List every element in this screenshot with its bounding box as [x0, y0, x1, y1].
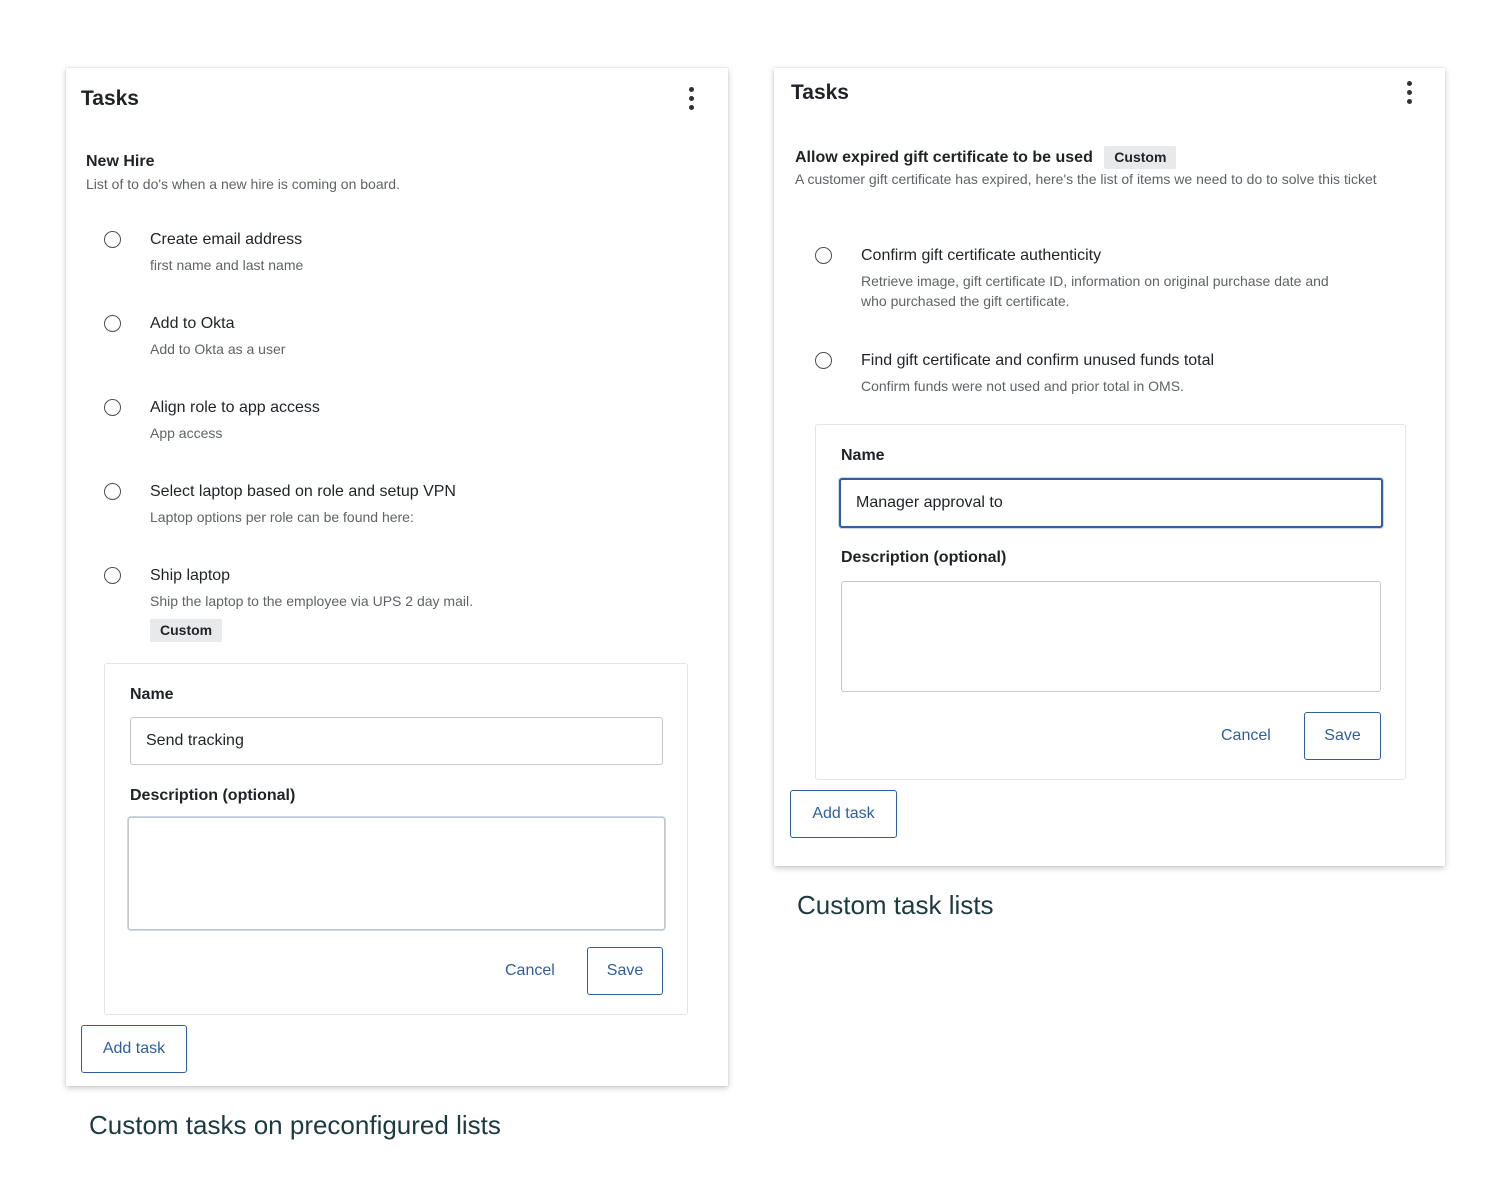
- custom-badge: Custom: [150, 619, 222, 642]
- task-radio-button[interactable]: [104, 399, 121, 416]
- new-task-form: [815, 424, 1406, 780]
- task-description: Confirm funds were not used and prior total in OMS.: [861, 378, 1184, 394]
- list-description: A customer gift certificate has expired, here's the list of items we need to do to solve this ticket: [795, 171, 1377, 187]
- right-tasks-panel: [774, 68, 1445, 866]
- description-textarea[interactable]: [841, 581, 1381, 692]
- name-input[interactable]: [839, 478, 1383, 528]
- cancel-button[interactable]: Cancel: [1221, 727, 1271, 744]
- task-title: Select laptop based on role and setup VPN: [150, 483, 456, 500]
- task-title: Ship laptop: [150, 567, 231, 584]
- task-title: Find gift certificate and confirm unused funds total: [861, 352, 1215, 369]
- task-description: App access: [150, 425, 223, 441]
- name-label: Name: [841, 447, 885, 464]
- name-input[interactable]: [130, 717, 663, 765]
- description-textarea[interactable]: [128, 817, 665, 930]
- left-tasks-panel: [66, 68, 728, 1086]
- task-description: Retrieve image, gift certificate ID, information on original purchase date and who purchased the gift certificate.: [861, 273, 1329, 309]
- list-title: [795, 146, 1176, 169]
- cancel-button[interactable]: Cancel: [505, 962, 555, 979]
- panel-title: Tasks: [791, 81, 849, 104]
- task-description: Add to Okta as a user: [150, 341, 286, 357]
- task-title: Align role to app access: [150, 399, 320, 416]
- description-label: Description (optional): [130, 787, 296, 804]
- task-description: first name and last name: [150, 257, 304, 273]
- task-radio-button[interactable]: [104, 231, 121, 248]
- new-task-form: [104, 663, 688, 1015]
- task-radio-button[interactable]: [815, 247, 832, 264]
- name-label: Name: [130, 686, 174, 703]
- task-radio-button[interactable]: [815, 352, 832, 369]
- description-label: Description (optional): [841, 549, 1007, 566]
- kebab-menu-icon[interactable]: [1404, 81, 1414, 105]
- task-title: Add to Okta: [150, 315, 235, 332]
- kebab-menu-icon[interactable]: [686, 87, 696, 111]
- save-button[interactable]: Save: [587, 947, 663, 995]
- task-description: Ship the laptop to the employee via UPS 2 day mail.: [150, 593, 473, 609]
- panel-title: Tasks: [81, 87, 139, 110]
- add-task-button[interactable]: Add task: [81, 1025, 187, 1073]
- list-title: New Hire: [86, 153, 155, 170]
- right-caption: Custom task lists: [797, 890, 994, 920]
- add-task-button[interactable]: Add task: [790, 790, 897, 838]
- task-radio-button[interactable]: [104, 483, 121, 500]
- task-description: Laptop options per role can be found here:: [150, 509, 414, 525]
- save-button[interactable]: Save: [1304, 712, 1381, 760]
- task-title: Create email address: [150, 231, 303, 248]
- list-title-text: Allow expired gift certificate to be used: [795, 149, 1093, 166]
- left-caption: Custom tasks on preconfigured lists: [89, 1110, 501, 1140]
- list-description: List of to do's when a new hire is coming on board.: [86, 176, 400, 192]
- task-radio-button[interactable]: [104, 315, 121, 332]
- task-radio-button[interactable]: [104, 567, 121, 584]
- task-title: Confirm gift certificate authenticity: [861, 247, 1102, 264]
- custom-badge: Custom: [1104, 146, 1176, 169]
